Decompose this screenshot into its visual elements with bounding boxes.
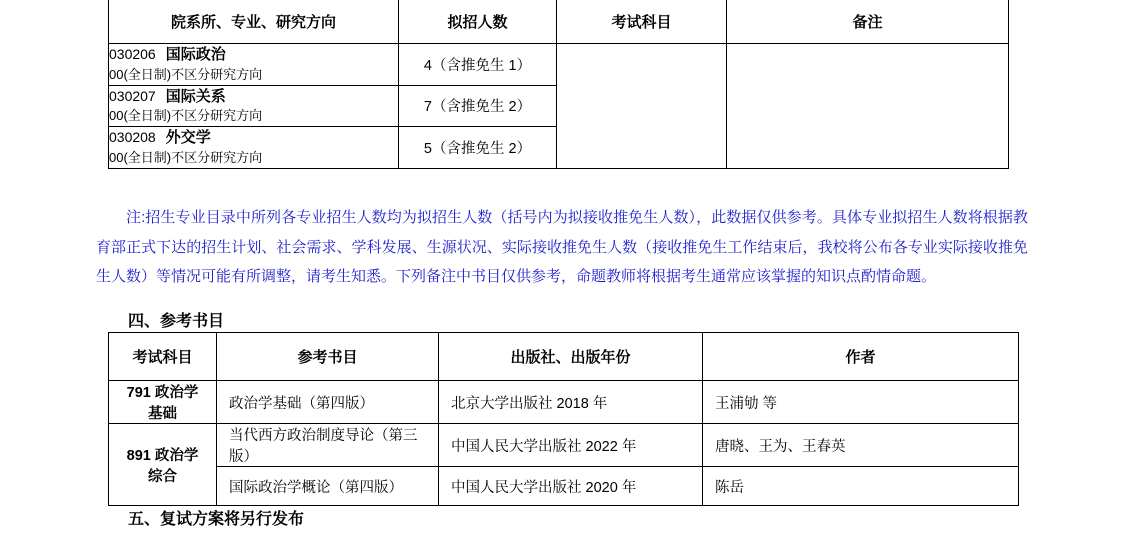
table-row xyxy=(109,467,1019,506)
major-name: 外交学 xyxy=(165,129,211,147)
publisher-cell: 中国人民大学出版社 2020 年 xyxy=(439,467,703,506)
column-header-exam-subject: 考试科目 xyxy=(109,333,217,381)
admission-note-paragraph: 注:招生专业目录中所列各专业招生人数均为拟招生人数（括号内为拟接收推免生人数），此数据仅供参考。具体专业拟招生人数将根据教育部正式下达的招生计划、社会需求、学科发展、生源状况、实际接收推免生人数（接收推免生工作结束后，我校将公布各专业实际接收推免生人数）等情况可能有所调整，请考生知悉。下列备注中书目仅供参考，命题教师将根据考生通常应该掌握的知识点酌情命题。 xyxy=(96,209,1028,286)
major-direction-cell xyxy=(109,127,399,169)
major-code: 030208 xyxy=(109,129,156,146)
book-title-cell: 当代西方政治制度导论（第三版） xyxy=(217,424,439,467)
major-direction-cell xyxy=(109,85,399,127)
research-direction: 00(全日制)不区分研究方向 xyxy=(109,149,263,165)
major-code: 030206 xyxy=(109,46,156,62)
column-header-note: 备注 xyxy=(727,0,1009,44)
admission-major-table xyxy=(108,0,1009,169)
research-direction: 00(全日制)不区分研究方向 xyxy=(109,66,263,82)
author-cell: 王浦劬 等 xyxy=(703,381,1019,424)
column-header-author: 作者 xyxy=(703,333,1019,381)
table-row xyxy=(109,381,1019,424)
author-cell: 陈岳 xyxy=(703,467,1019,506)
book-title-cell: 政治学基础（第四版） xyxy=(217,381,439,424)
book-title-cell: 国际政治学概论（第四版） xyxy=(217,467,439,506)
table-header-row xyxy=(109,0,1009,44)
major-code-name xyxy=(109,44,398,66)
major-direction-cell xyxy=(109,44,399,86)
planned-count-cell: 5（含推免生 2） xyxy=(399,127,557,169)
column-header-book: 参考书目 xyxy=(217,333,439,381)
column-header-planned: 拟招人数 xyxy=(399,0,557,44)
exam-subject-cell: 891 政治学综合 xyxy=(109,424,217,506)
planned-count-cell: 4（含推免生 1） xyxy=(399,44,557,86)
publisher-cell: 中国人民大学出版社 2022 年 xyxy=(439,424,703,467)
remark-cell xyxy=(727,44,1009,169)
major-name: 国际关系 xyxy=(165,87,226,105)
section-heading-retest-plan: 五、复试方案将另行发布 xyxy=(128,511,305,528)
planned-count-cell: 7（含推免生 2） xyxy=(399,85,557,127)
major-name: 国际政治 xyxy=(165,46,226,63)
column-header-subject: 考试科目 xyxy=(557,0,727,44)
major-code-name xyxy=(109,127,398,149)
publisher-cell: 北京大学出版社 2018 年 xyxy=(439,381,703,424)
column-header-publisher: 出版社、出版年份 xyxy=(439,333,703,381)
author-cell: 唐晓、王为、王春英 xyxy=(703,424,1019,467)
table-header-row xyxy=(109,333,1019,381)
major-code: 030207 xyxy=(109,87,156,104)
exam-subject-cell xyxy=(557,44,727,169)
column-header-direction: 院系所、专业、研究方向 xyxy=(109,0,399,44)
table-row xyxy=(109,44,1009,86)
major-code-name xyxy=(109,86,398,108)
table-row xyxy=(109,424,1019,467)
exam-subject-cell: 791 政治学基础 xyxy=(109,381,217,424)
research-direction: 00(全日制)不区分研究方向 xyxy=(109,108,263,124)
section-heading-reference-books: 四、参考书目 xyxy=(128,313,225,330)
reference-book-table xyxy=(108,332,1019,506)
